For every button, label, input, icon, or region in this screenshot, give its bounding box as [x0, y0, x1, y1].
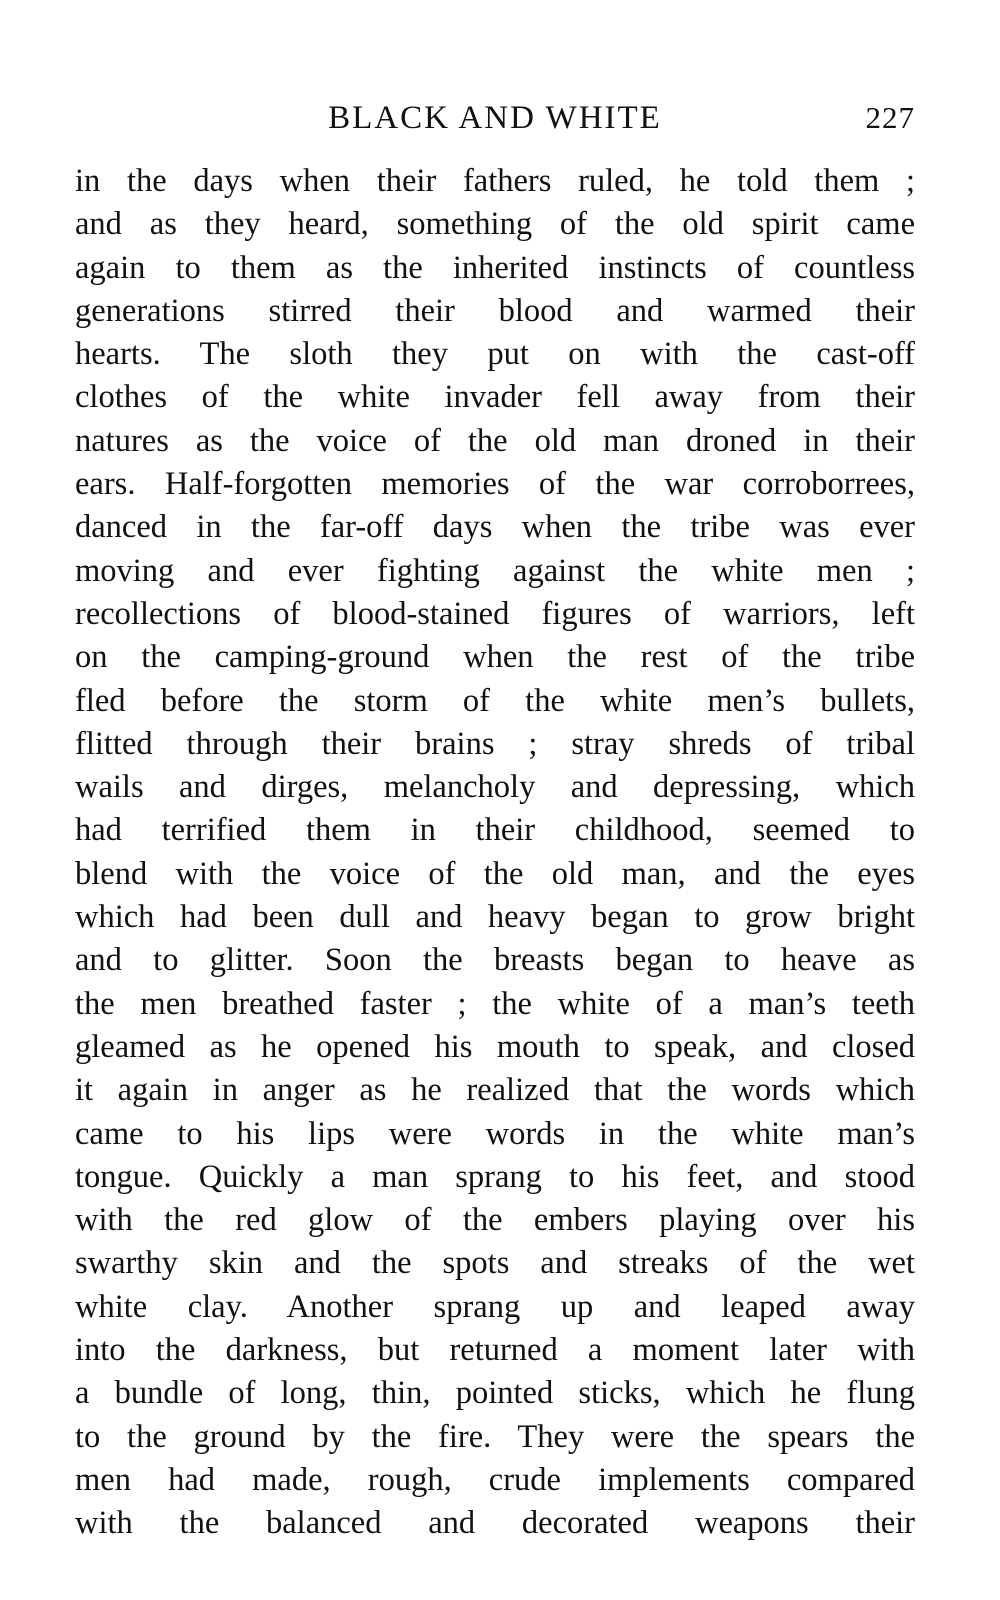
text-line: tongue. Quickly a man sprang to his feet, and stood: [75, 1158, 915, 1195]
text-line: danced in the far-off days when the tribe was ever: [75, 509, 915, 546]
text-line: natures as the voice of the old man droned in their: [75, 422, 915, 459]
text-line: had terrified them in their childhood, seemed to: [75, 812, 915, 849]
text-line: the men breathed faster ; the white of a man’s teeth: [75, 985, 915, 1022]
text-line: on the camping-ground when the rest of the tribe: [75, 639, 915, 676]
text-line: which had been dull and heavy began to grow bright: [75, 899, 915, 936]
text-line: in the days when their fathers ruled, he told them ;: [75, 163, 915, 199]
text-line: again to them as the inherited instincts of countless: [75, 249, 915, 286]
text-line: ears. Half-forgotten memories of the war corroborrees,: [75, 466, 915, 503]
text-line: it again in anger as he realized that the words which: [75, 1072, 915, 1109]
text-line: fled before the storm of the white men’s bullets,: [75, 682, 915, 719]
text-line: and as they heard, something of the old spirit came: [75, 206, 915, 243]
text-line: clothes of the white invader fell away from their: [75, 379, 915, 416]
text-line: flitted through their brains ; stray shreds of tribal: [75, 725, 915, 762]
text-line: a bundle of long, thin, pointed sticks, which he flung: [75, 1375, 915, 1412]
page-header: [75, 96, 915, 140]
text-line: with the balanced and decorated weapons their: [75, 1505, 915, 1542]
text-line: and to glitter. Soon the breasts began to heave as: [75, 942, 915, 979]
body-text: [75, 160, 915, 1546]
text-line: came to his lips were words in the white man’s: [75, 1115, 915, 1152]
text-line: swarthy skin and the spots and streaks of the wet: [75, 1245, 915, 1282]
text-line: blend with the voice of the old man, and the eyes: [75, 855, 915, 892]
text-line: hearts. The sloth they put on with the cast-off: [75, 336, 915, 373]
text-line: white clay. Another sprang up and leaped away: [75, 1288, 915, 1325]
text-line: to the ground by the fire. They were the spears the: [75, 1418, 915, 1455]
text-line: generations stirred their blood and warmed their: [75, 292, 915, 329]
text-line: wails and dirges, melancholy and depressing, which: [75, 769, 915, 806]
text-line: into the darkness, but returned a moment later with: [75, 1332, 915, 1369]
text-line: moving and ever fighting against the white men ;: [75, 552, 915, 589]
running-title: BLACK AND WHITE: [328, 100, 662, 136]
text-line: with the red glow of the embers playing over his: [75, 1202, 915, 1239]
text-line: men had made, rough, crude implements compared: [75, 1461, 915, 1498]
text-line: recollections of blood-stained figures of warriors, left: [75, 595, 915, 632]
text-line: gleamed as he opened his mouth to speak, and closed: [75, 1028, 915, 1065]
page-number: 227: [865, 100, 915, 135]
